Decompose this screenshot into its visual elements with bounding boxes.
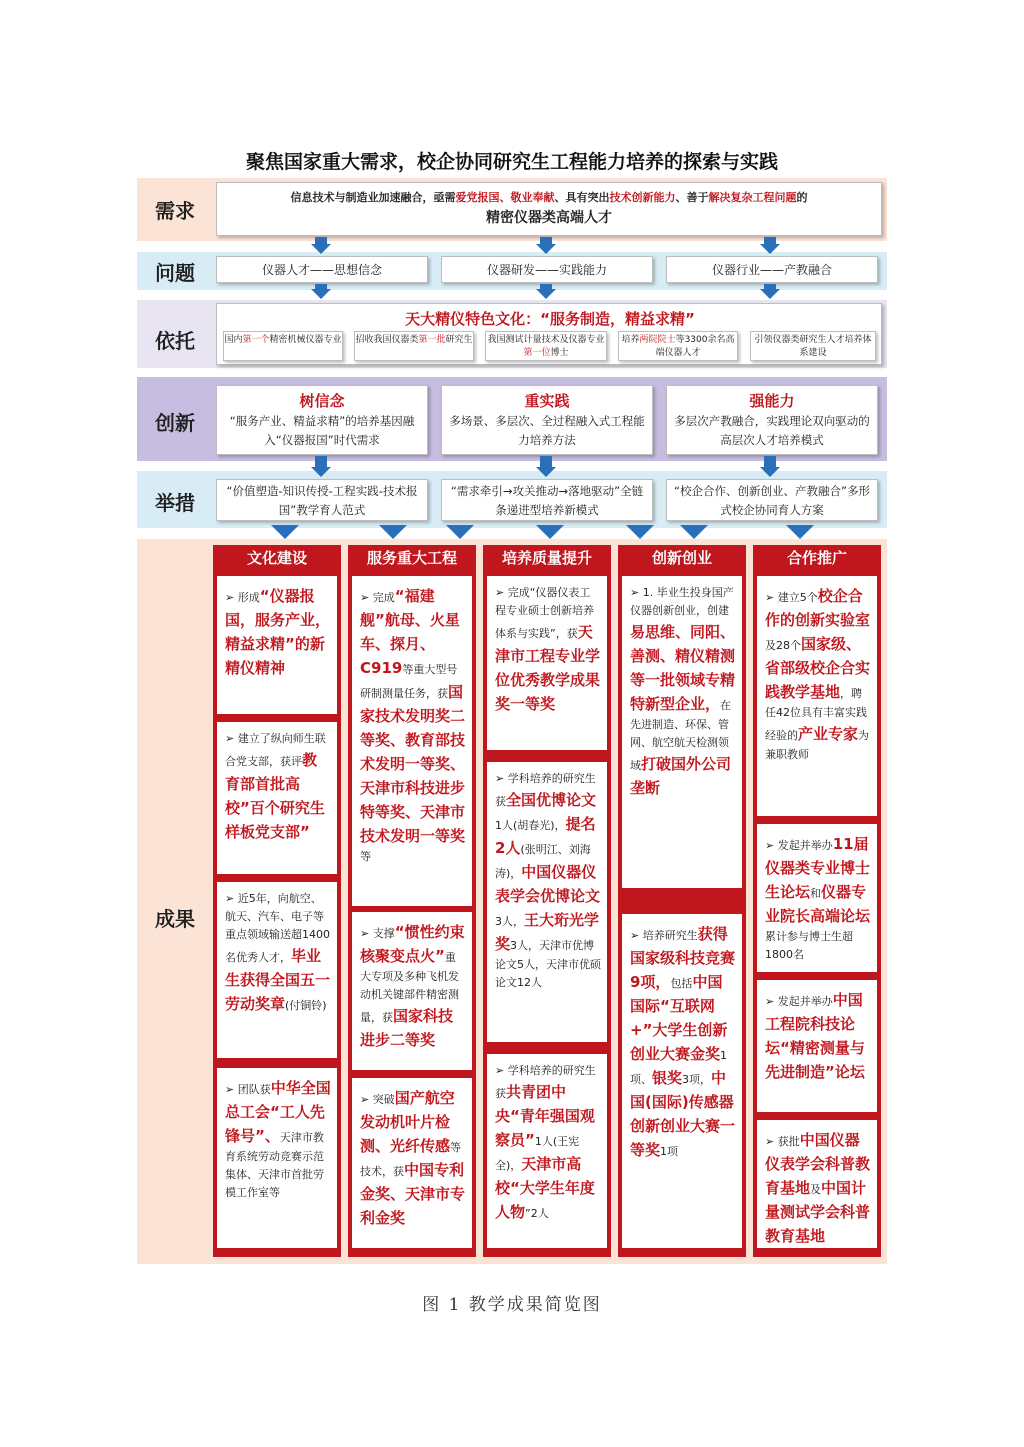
demand-highlight-3: 解决复杂工程问题 [708,191,797,204]
demand-highlight-2: 技术创新能力 [609,191,676,204]
support-heading: 天大精仪特色文化：“服务制造，精益求精” [405,310,695,328]
demand-text-2: 、具有突出 [554,191,610,204]
problem-box-1 [216,256,428,283]
row-label-demand: 需求 [155,199,195,223]
culture-card-3: ➢ 近5年，向航空、航天、汽车、电子等重点领域输送超1400名优秀人才，毕业生获得全国五一劳动奖章(付铜铃) [217,882,337,1058]
measure-text-1: “价值塑造-知识传授-工程实践-技术报国”教学育人范式 [226,484,418,517]
result-col-head-4: 创新创业 [618,545,746,571]
quality-card-2: ➢ 学科培养的研究生获全国优博论文1人(胡春光)，提名2人(张明江、刘海涛)，中国仪器仪表学会优博论文3人，王大珩光学奖3人，天津市优博论文5人，天津市优硕论文12人 [487,762,607,1042]
problem-box-3 [666,256,878,283]
result-col-head-1: 文化建设 [213,545,341,571]
support-item-1: 国内第一个精密机械仪器专业 [223,331,343,361]
engineering-card-3: ➢ 突破国产航空发动机叶片检测、光纤传感等技术，获中国专利金奖、天津市专利金奖 [352,1078,472,1248]
demand-text-4: 的 [796,191,808,204]
startup-card-1: ➢ 1. 毕业生投身国产仪器创新创业，创建易思维、同阳、善测、精仪精测等一批领域专精特新型企业，在先进制造、环保、管网、航空航天检测领域打破国外公司垄断 [622,576,742,888]
problem-box-2 [441,256,653,283]
startup-card-2: ➢ 培养研究生获得国家级科技竞赛9项，包括中国国际“互联网+”大学生创新创业大赛金奖1项、银奖3项，中国(国际)传感器创新创业大赛一等奖1项 [622,914,742,1248]
figure-caption: 图 1 教学成果简览图 [422,1295,602,1315]
innovation-box-3 [666,385,878,455]
cooperation-card-3: ➢ 发起并举办中国工程院科技论坛“精密测量与先进制造”论坛 [757,980,877,1112]
culture-card-2: ➢ 建立了纵向师生联合党支部，获评教育部首批高校”百个研究生样板党支部” [217,722,337,874]
demand-text-3: 、善于 [675,191,709,204]
measure-box-3 [666,479,878,521]
row-label-problem: 问题 [155,261,195,285]
demand-box [216,182,882,236]
row-label-result: 成果 [155,907,195,931]
demand-text-1: 信息技术与制造业加速融合，亟需 [290,191,456,204]
innovation-text-1: “服务产业、精益求精”的培养基因融入“仪器报国”时代需求 [229,414,415,447]
row-label-support: 依托 [155,329,195,353]
innovation-head-2: 重实践 [524,392,570,410]
support-item-4: 培养两院院士等3300余名高端仪器人才 [618,331,738,361]
quality-card-3: ➢ 学科培养的研究生获共青团中央“青年强国观察员”1人(王宪全)，天津市高校“大学生年度人物”2人 [487,1054,607,1248]
row-label-measure: 举措 [155,491,195,515]
cooperation-card-1: ➢ 建立5个校企合作的创新实验室及28个国家级、省部级校企合实践教学基地，聘任42位具有丰富实践经验的产业专家为兼职教师 [757,576,877,816]
support-item-2: 招收我国仪器类第一批研究生 [354,331,474,361]
innovation-head-1: 树信念 [299,392,345,410]
measure-box-1 [216,479,428,521]
cooperation-card-4: ➢ 获批中国仪器仪表学会科普教育基地及中国计量测试学会科普教育基地 [757,1120,877,1248]
support-item-3: 我国测试计量技术及仪器专业第一位博士 [485,331,607,361]
innovation-text-3: 多层次产教融合，实践理论双向驱动的高层次人才培养模式 [674,414,870,447]
problem-text-1: 仪器人才——思想信念 [261,263,382,277]
result-col-head-5: 合作推广 [753,545,881,571]
innovation-box-1 [216,385,428,455]
innovation-text-2: 多场景、多层次、全过程融入式工程能力培养方法 [449,414,645,447]
demand-line-2: 精密仪器类高端人才 [486,210,612,226]
cooperation-card-2: ➢ 发起并举办11届仪器类专业博士生论坛和仪器专业院长高端论坛累计参与博士生超1800名 [757,824,877,972]
support-box [216,303,882,365]
problem-text-3: 仪器行业——产教融合 [711,263,832,277]
measure-text-3: “校企合作、创新创业、产教融合”多形式校企协同育人方案 [674,484,870,517]
page-title: 聚焦国家重大需求，校企协同研究生工程能力培养的探索与实践 [245,151,778,173]
engineering-card-1: ➢ 完成“福建舰”航母、火星车、探月、C919等重大型号研制测量任务，获国家技术发明奖二等奖、教育部技术发明一等奖、天津市科技进步特等奖、天津市技术发明一等奖等 [352,576,472,906]
quality-card-1: ➢ 完成“仪器仪表工程专业硕士创新培养体系与实践”，获天津市工程专业学位优秀教学成果奖一等奖 [487,576,607,750]
innovation-box-2 [441,385,653,455]
demand-highlight-1: 爱党报国、敬业奉献 [455,191,555,204]
result-col-head-3: 培养质量提升 [483,545,611,571]
measure-box-2 [441,479,653,521]
culture-card-1: ➢ 形成“仪器报国，服务产业，精益求精”的新精仪精神 [217,576,337,714]
problem-text-2: 仪器研发——实践能力 [486,263,607,277]
engineering-card-2: ➢ 支撑“惯性约束核聚变点火”重大专项及多种飞机发动机关键部件精密测量，获国家科技进步二等奖 [352,912,472,1070]
innovation-head-3: 强能力 [749,392,795,410]
measure-text-2: “需求牵引→攻关推动→落地驱动”全链条递进型培养新模式 [450,484,644,517]
culture-card-4: ➢ 团队获中华全国总工会“工人先锋号”、天津市教育系统劳动竞赛示范集体、天津市首批劳模工作室等 [217,1068,337,1248]
result-col-head-2: 服务重大工程 [348,545,476,571]
support-item-5: 引领仪器类研究生人才培养体系建设 [750,331,876,361]
row-label-innovation: 创新 [155,411,195,435]
